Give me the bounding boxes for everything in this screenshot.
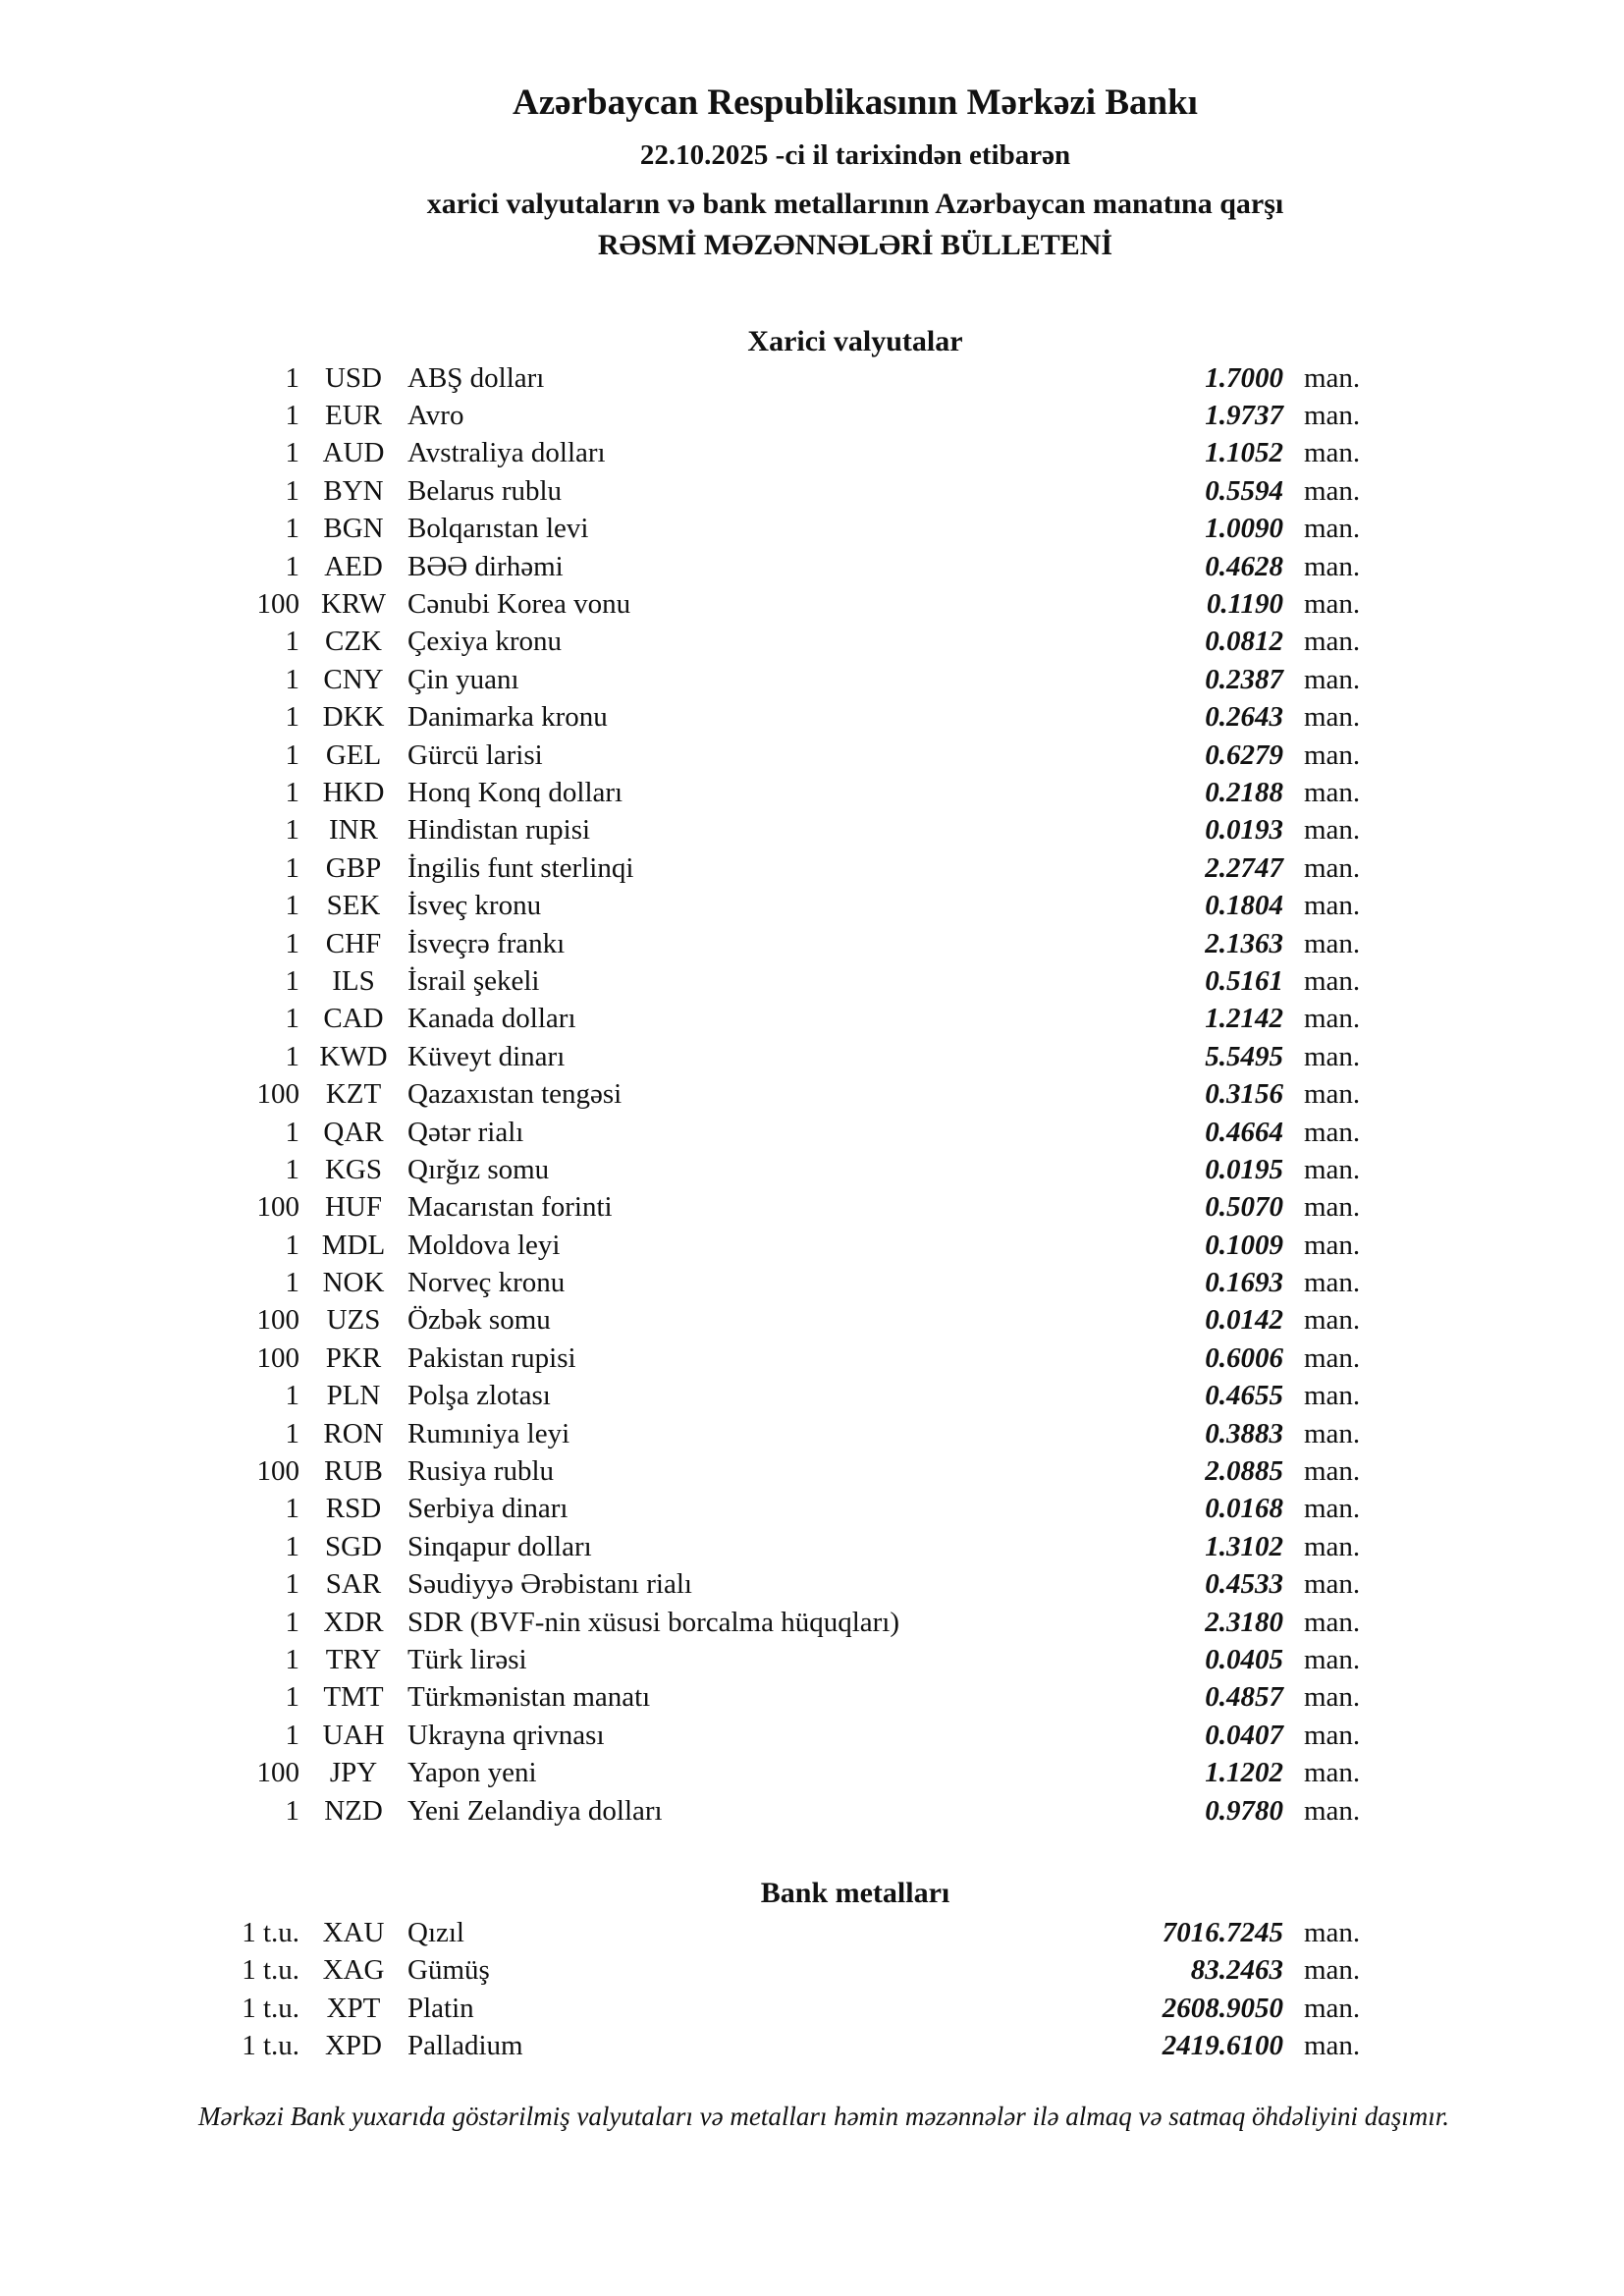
quantity-cell: 1 (285, 1003, 299, 1035)
currency-name-cell: Türk lirəsi (407, 1643, 527, 1675)
currency-code-cell: RUB (324, 1455, 383, 1488)
quantity-cell: 1 (285, 701, 299, 734)
currency-code-cell: UZS (326, 1304, 381, 1337)
currency-code-cell: SAR (325, 1568, 382, 1601)
currency-name-cell: İsveç kronu (407, 890, 542, 922)
currency-name-cell: Macarıstan forinti (407, 1191, 613, 1224)
unit-label-cell: man. (1304, 1992, 1361, 2024)
unit-label-cell: man. (1304, 1719, 1361, 1751)
currency-name-cell: Çexiya kronu (407, 626, 563, 658)
rate-value-cell: 2.0885 (1205, 1455, 1283, 1488)
quantity-cell: 100 (256, 1341, 299, 1374)
unit-label-cell: man. (1304, 701, 1361, 734)
quantity-cell: 1 (285, 474, 299, 507)
unit-label-cell: man. (1304, 1916, 1361, 1948)
rate-row (0, 624, 1624, 661)
currency-code-cell: KRW (320, 588, 387, 621)
quantity-cell: 1 (285, 626, 299, 658)
unit-label-cell: man. (1304, 1341, 1361, 1374)
rate-value-cell: 0.0168 (1205, 1493, 1283, 1525)
quantity-cell: 1 (285, 964, 299, 997)
rate-row (0, 2027, 1624, 2064)
quantity-cell: 1 (285, 1040, 299, 1072)
quantity-cell: 1 (285, 1643, 299, 1675)
currency-code-cell: KGS (324, 1153, 382, 1185)
bulletin-title: RƏSMİ MƏZƏNNƏLƏRİ BÜLLETENİ (597, 229, 1113, 261)
currency-code-cell: UAH (322, 1719, 385, 1751)
rate-row (0, 1339, 1624, 1377)
unit-label-cell: man. (1304, 1304, 1361, 1337)
rate-row (0, 1227, 1624, 1264)
unit-label-cell: man. (1304, 1606, 1361, 1638)
quantity-cell: 100 (256, 1078, 299, 1111)
quantity-cell: 1 (285, 776, 299, 808)
rate-value-cell: 1.7000 (1205, 361, 1283, 394)
unit-label-cell: man. (1304, 1417, 1361, 1449)
unit-label-cell: man. (1304, 474, 1361, 507)
currency-name-cell: Qırğız somu (407, 1153, 550, 1185)
currency-name-cell: Palladium (407, 2030, 523, 2062)
unit-label-cell: man. (1304, 1757, 1361, 1789)
quantity-cell: 100 (256, 1191, 299, 1224)
rate-value-cell: 0.0142 (1205, 1304, 1283, 1337)
currency-name-cell: Rumıniya leyi (407, 1417, 570, 1449)
rate-value-cell: 0.5070 (1205, 1191, 1283, 1224)
rate-row (0, 1566, 1624, 1604)
quantity-cell: 100 (256, 588, 299, 621)
currency-name-cell: Özbək somu (407, 1304, 551, 1337)
unit-label-cell: man. (1304, 1954, 1361, 1987)
rate-row (0, 925, 1624, 962)
rate-value-cell: 2.1363 (1205, 927, 1283, 959)
rate-value-cell: 83.2463 (1190, 1954, 1283, 1987)
quantity-cell: 1 (285, 1153, 299, 1185)
rate-value-cell: 0.4533 (1205, 1568, 1283, 1601)
rate-value-cell: 0.9780 (1205, 1794, 1283, 1827)
quantity-cell: 1 t.u. (242, 1954, 299, 1987)
quantity-cell: 1 (285, 1417, 299, 1449)
currency-code-cell: JPY (329, 1757, 378, 1789)
rate-value-cell: 0.4628 (1205, 550, 1283, 582)
rate-value-cell: 0.5594 (1205, 474, 1283, 507)
currency-code-cell: BYN (323, 474, 384, 507)
currency-code-cell: AED (324, 550, 383, 582)
currency-name-cell: İsveçrə frankı (407, 927, 566, 959)
unit-label-cell: man. (1304, 437, 1361, 469)
rate-value-cell: 1.0090 (1205, 513, 1283, 545)
rate-row (0, 1679, 1624, 1717)
rate-row (0, 1038, 1624, 1075)
metals-section-title: Bank metalları (760, 1877, 950, 1910)
currency-code-cell: GBP (325, 851, 382, 884)
unit-label-cell: man. (1304, 1568, 1361, 1601)
rate-row (0, 397, 1624, 434)
quantity-cell: 1 (285, 1719, 299, 1751)
rate-row (0, 511, 1624, 548)
unit-label-cell: man. (1304, 1530, 1361, 1562)
currency-code-cell: DKK (322, 701, 385, 734)
quantity-cell: 100 (256, 1757, 299, 1789)
rate-row (0, 661, 1624, 698)
currency-code-cell: MDL (321, 1229, 386, 1261)
rate-row (0, 1717, 1624, 1754)
currency-code-cell: TRY (325, 1643, 382, 1675)
unit-label-cell: man. (1304, 1078, 1361, 1111)
rate-row (0, 1792, 1624, 1830)
rate-row (0, 774, 1624, 811)
currency-name-cell: ABŞ dolları (407, 361, 545, 394)
rate-row (0, 812, 1624, 849)
currency-code-cell: CZK (325, 626, 382, 658)
currency-code-cell: KZT (325, 1078, 382, 1111)
rate-row (0, 1491, 1624, 1528)
rate-value-cell: 1.2142 (1205, 1003, 1283, 1035)
rate-value-cell: 0.2387 (1205, 663, 1283, 695)
currency-name-cell: Polşa zlotası (407, 1380, 551, 1412)
quantity-cell: 1 (285, 1794, 299, 1827)
rate-row (0, 548, 1624, 585)
unit-label-cell: man. (1304, 588, 1361, 621)
rate-row (0, 849, 1624, 887)
unit-label-cell: man. (1304, 1681, 1361, 1714)
quantity-cell: 1 (285, 1493, 299, 1525)
obligation-note: Mərkəzi Bank yuxarıda göstərilmiş valyutaları və metalları həmin məzənnələr ilə almaq və satmaq öhdəliyini daşımır. (197, 2101, 1449, 2131)
bank-name: Azərbaycan Respublikasının Mərkəzi Bankı (513, 82, 1198, 123)
rate-row (0, 1990, 1624, 2027)
quantity-cell: 1 (285, 437, 299, 469)
rate-value-cell: 2419.6100 (1162, 2030, 1283, 2062)
currencies-section-title: Xarici valyutalar (747, 325, 963, 357)
currency-name-cell: Avro (407, 400, 464, 432)
rate-row (0, 737, 1624, 774)
currency-code-cell: XAU (322, 1916, 385, 1948)
quantity-cell: 1 (285, 550, 299, 582)
unit-label-cell: man. (1304, 513, 1361, 545)
currency-code-cell: PLN (326, 1380, 381, 1412)
currency-code-cell: CAD (323, 1003, 384, 1035)
unit-label-cell: man. (1304, 776, 1361, 808)
quantity-cell: 1 (285, 513, 299, 545)
rate-row (0, 585, 1624, 623)
currency-code-cell: GEL (325, 738, 382, 771)
currency-code-cell: CHF (325, 927, 382, 959)
quantity-cell: 1 (285, 361, 299, 394)
unit-label-cell: man. (1304, 927, 1361, 959)
rate-row (0, 1604, 1624, 1641)
rate-value-cell: 0.1804 (1205, 890, 1283, 922)
unit-label-cell: man. (1304, 663, 1361, 695)
currency-name-cell: Danimarka kronu (407, 701, 608, 734)
currency-name-cell: Avstraliya dolları (407, 437, 606, 469)
rate-row (0, 1452, 1624, 1490)
unit-label-cell: man. (1304, 1794, 1361, 1827)
rate-value-cell: 2608.9050 (1162, 1992, 1283, 2024)
rate-value-cell: 0.2188 (1205, 776, 1283, 808)
unit-label-cell: man. (1304, 2030, 1361, 2062)
rate-value-cell: 2.2747 (1205, 851, 1283, 884)
quantity-cell: 1 (285, 814, 299, 847)
unit-label-cell: man. (1304, 964, 1361, 997)
rate-value-cell: 0.0405 (1205, 1643, 1283, 1675)
rate-value-cell: 1.3102 (1205, 1530, 1283, 1562)
currency-code-cell: XPT (326, 1992, 381, 2024)
rate-value-cell: 1.1052 (1205, 437, 1283, 469)
rate-value-cell: 0.0812 (1205, 626, 1283, 658)
quantity-cell: 1 (285, 400, 299, 432)
rate-row (0, 962, 1624, 1000)
quantity-cell: 1 (285, 927, 299, 959)
quantity-cell: 1 (285, 851, 299, 884)
currency-name-cell: Hindistan rupisi (407, 814, 591, 847)
rate-value-cell: 0.4857 (1205, 1681, 1283, 1714)
currency-name-cell: Rusiya rublu (407, 1455, 555, 1488)
currency-name-cell: BƏƏ dirhəmi (407, 550, 564, 582)
currency-name-cell: Belarus rublu (407, 474, 563, 507)
unit-label-cell: man. (1304, 1229, 1361, 1261)
currency-code-cell: KWD (319, 1040, 388, 1072)
unit-label-cell: man. (1304, 1040, 1361, 1072)
rate-value-cell: 0.1190 (1206, 588, 1283, 621)
rate-value-cell: 7016.7245 (1162, 1916, 1283, 1948)
document-header (0, 82, 1624, 266)
currency-code-cell: BGN (323, 513, 384, 545)
rate-row (0, 1415, 1624, 1452)
unit-label-cell: man. (1304, 1493, 1361, 1525)
currency-code-cell: EUR (325, 400, 382, 432)
quantity-cell: 1 t.u. (242, 2030, 299, 2062)
currency-code-cell: XPD (324, 2030, 382, 2062)
rate-row (0, 1189, 1624, 1227)
currency-code-cell: CNY (323, 663, 384, 695)
currency-code-cell: NOK (322, 1267, 385, 1299)
rate-value-cell: 1.9737 (1205, 400, 1283, 432)
currency-code-cell: INR (329, 814, 378, 847)
currency-code-cell: PKR (325, 1341, 382, 1374)
currency-name-cell: İngilis funt sterlinqi (407, 851, 634, 884)
rate-row (0, 1528, 1624, 1565)
currency-name-cell: Qızıl (407, 1916, 464, 1948)
unit-label-cell: man. (1304, 1455, 1361, 1488)
rate-row (0, 1641, 1624, 1678)
unit-label-cell: man. (1304, 851, 1361, 884)
rate-value-cell: 0.2643 (1205, 701, 1283, 734)
rate-row (0, 1378, 1624, 1415)
rate-value-cell: 0.1693 (1205, 1267, 1283, 1299)
currencies-section (0, 324, 1624, 1830)
quantity-cell: 100 (256, 1455, 299, 1488)
rate-row (0, 1001, 1624, 1038)
rate-value-cell: 5.5495 (1205, 1040, 1283, 1072)
quantity-cell: 1 (285, 738, 299, 771)
currency-code-cell: ILS (332, 964, 375, 997)
currency-name-cell: Türkmənistan manatı (407, 1681, 651, 1714)
rate-value-cell: 0.4655 (1205, 1380, 1283, 1412)
currency-name-cell: Gürcü larisi (407, 738, 543, 771)
rate-row (0, 435, 1624, 472)
currency-code-cell: HUF (324, 1191, 382, 1224)
rate-row (0, 1114, 1624, 1151)
unit-label-cell: man. (1304, 1116, 1361, 1148)
currency-code-cell: QAR (323, 1116, 384, 1148)
quantity-cell: 1 t.u. (242, 1992, 299, 2024)
currency-name-cell: Bolqarıstan levi (407, 513, 589, 545)
currency-code-cell: SEK (326, 890, 381, 922)
rate-value-cell: 0.6279 (1205, 738, 1283, 771)
unit-label-cell: man. (1304, 1643, 1361, 1675)
quantity-cell: 1 (285, 1606, 299, 1638)
rate-row (0, 1264, 1624, 1301)
rate-row (0, 1952, 1624, 1990)
currency-code-cell: AUD (322, 437, 385, 469)
unit-label-cell: man. (1304, 1267, 1361, 1299)
quantity-cell: 1 (285, 1267, 299, 1299)
metals-table (0, 1914, 1624, 2065)
unit-label-cell: man. (1304, 626, 1361, 658)
currency-code-cell: RON (323, 1417, 384, 1449)
currency-name-cell: SDR (BVF-nin xüsusi borcalma hüquqları) (407, 1606, 900, 1638)
rate-value-cell: 2.3180 (1205, 1606, 1283, 1638)
currency-name-cell: Moldova leyi (407, 1229, 561, 1261)
metals-section (0, 1879, 1624, 2065)
currency-name-cell: Platin (407, 1992, 474, 2024)
currency-code-cell: RSD (325, 1493, 382, 1525)
unit-label-cell: man. (1304, 1380, 1361, 1412)
rate-row (0, 472, 1624, 510)
currency-name-cell: Norveç kronu (407, 1267, 566, 1299)
rate-value-cell: 0.6006 (1205, 1341, 1283, 1374)
unit-label-cell: man. (1304, 738, 1361, 771)
currency-name-cell: Qətər rialı (407, 1116, 524, 1148)
currency-name-cell: Yeni Zelandiya dolları (407, 1794, 663, 1827)
rate-row (0, 699, 1624, 737)
unit-label-cell: man. (1304, 1003, 1361, 1035)
unit-label-cell: man. (1304, 814, 1361, 847)
unit-label-cell: man. (1304, 890, 1361, 922)
rate-value-cell: 0.4664 (1205, 1116, 1283, 1148)
effective-date-line: 22.10.2025 -ci il tarixindən etibarən (639, 139, 1071, 171)
quantity-cell: 1 (285, 890, 299, 922)
rate-value-cell: 0.0407 (1205, 1719, 1283, 1751)
currency-code-cell: USD (324, 361, 382, 394)
currency-name-cell: Gümüş (407, 1954, 490, 1987)
currency-name-cell: Honq Konq dolları (407, 776, 623, 808)
currency-name-cell: Kanada dolları (407, 1003, 576, 1035)
currency-code-cell: HKD (322, 776, 385, 808)
quantity-cell: 1 (285, 1681, 299, 1714)
currency-name-cell: Cənubi Korea vonu (407, 588, 631, 621)
quantity-cell: 1 (285, 1530, 299, 1562)
quantity-cell: 1 (285, 1229, 299, 1261)
rate-value-cell: 0.0195 (1205, 1153, 1283, 1185)
quantity-cell: 1 (285, 1568, 299, 1601)
rate-value-cell: 1.1202 (1205, 1757, 1283, 1789)
rate-value-cell: 0.3883 (1205, 1417, 1283, 1449)
unit-label-cell: man. (1304, 1191, 1361, 1224)
currency-code-cell: SGD (324, 1530, 382, 1562)
subtitle-line: xarici valyutaların və bank metallarının Azərbaycan manatına qarşı (426, 188, 1284, 220)
currency-name-cell: Pakistan rupisi (407, 1341, 576, 1374)
currency-name-cell: Ukrayna qrivnası (407, 1719, 605, 1751)
unit-label-cell: man. (1304, 400, 1361, 432)
currency-name-cell: Səudiyyə Ərəbistanı rialı (407, 1568, 692, 1601)
rate-value-cell: 0.1009 (1205, 1229, 1283, 1261)
unit-label-cell: man. (1304, 1153, 1361, 1185)
rate-row (0, 887, 1624, 924)
quantity-cell: 1 (285, 1116, 299, 1148)
quantity-cell: 100 (256, 1304, 299, 1337)
rate-row (0, 1914, 1624, 1951)
currency-name-cell: Yapon yeni (407, 1757, 537, 1789)
currency-name-cell: Sinqapur dolları (407, 1530, 592, 1562)
rate-row (0, 1075, 1624, 1113)
currency-code-cell: TMT (323, 1681, 384, 1714)
currency-code-cell: XDR (323, 1606, 384, 1638)
currency-name-cell: Qazaxıstan tengəsi (407, 1078, 623, 1111)
unit-label-cell: man. (1304, 550, 1361, 582)
rate-row (0, 1754, 1624, 1791)
currencies-table (0, 359, 1624, 1830)
currency-name-cell: Küveyt dinarı (407, 1040, 566, 1072)
currency-name-cell: Serbiya dinarı (407, 1493, 568, 1525)
rate-value-cell: 0.0193 (1205, 814, 1283, 847)
quantity-cell: 1 t.u. (242, 1916, 299, 1948)
currency-name-cell: Çin yuanı (407, 663, 519, 695)
currency-code-cell: XAG (322, 1954, 385, 1987)
unit-label-cell: man. (1304, 361, 1361, 394)
rate-row (0, 1302, 1624, 1339)
quantity-cell: 1 (285, 1380, 299, 1412)
rate-value-cell: 0.5161 (1205, 964, 1283, 997)
quantity-cell: 1 (285, 663, 299, 695)
rate-row (0, 1151, 1624, 1188)
currency-code-cell: NZD (324, 1794, 383, 1827)
rate-value-cell: 0.3156 (1205, 1078, 1283, 1111)
rate-row (0, 359, 1624, 397)
currency-name-cell: İsrail şekeli (407, 964, 540, 997)
